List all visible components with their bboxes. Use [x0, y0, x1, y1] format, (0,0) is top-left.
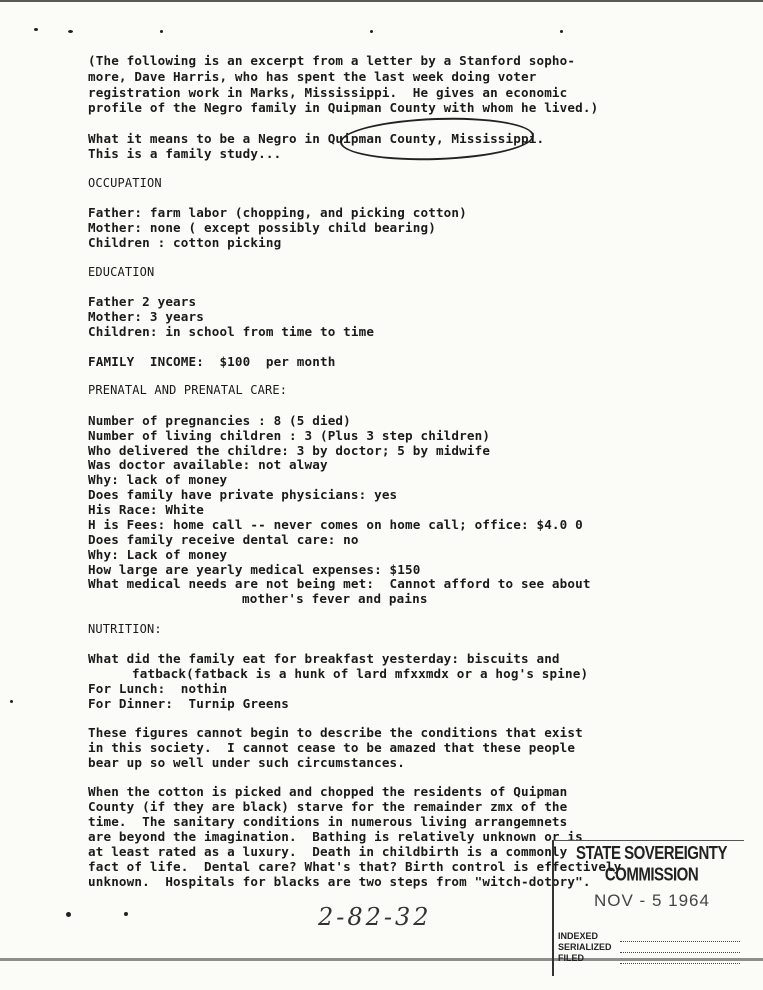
intro-line: registration work in Marks, Mississippi. He gives an economic [88, 85, 568, 100]
prenatal-line: Does family have private physicians: yes [88, 487, 398, 502]
prenatal-line: How large are yearly medical expenses: $150 [88, 562, 421, 577]
prenatal-line: H is Fees: home call -- never comes on home call; office: $4.0 0 [88, 517, 583, 532]
section-heading-occupation: OCCUPATION [88, 176, 162, 190]
nutrition-dinner: For Dinner: Turnip Greens [88, 696, 290, 711]
stamp-dotted-line [620, 952, 740, 953]
occupation-line: Children : cotton picking [88, 235, 282, 250]
stamp-serialized-label: SERIALIZED [558, 942, 612, 952]
paragraph-line: fact of life. Dental care? What's that? Birth control is effectively [88, 859, 622, 874]
paragraph-line: are beyond the imagination. Bathing is relatively unknown or is [88, 829, 583, 844]
scan-top-edge [0, 0, 763, 2]
nutrition-breakfast: What did the family eat for breakfast yesterday: biscuits and [88, 651, 560, 666]
paragraph-line: These figures cannot begin to describe the conditions that exist [88, 725, 583, 740]
prenatal-line: Number of pregnancies : 8 (5 died) [88, 413, 351, 428]
section-heading-education: EDUCATION [88, 265, 155, 279]
scan-speck [10, 700, 13, 703]
intro-line: (The following is an excerpt from a letter by a Stanford sopho- [88, 53, 576, 68]
paragraph-line: time. The sanitary conditions in numerous living arrangemnets [88, 814, 568, 829]
stamp-date: NOV - 5 1964 [594, 891, 710, 910]
commission-stamp [552, 840, 744, 976]
prenatal-line: Who delivered the childre: 3 by doctor; 5 by midwife [88, 443, 491, 458]
intro-line: profile of the Negro family in Quipman County with whom he lived.) [88, 100, 599, 115]
occupation-line: Mother: none ( except possibly child bearing) [88, 220, 436, 235]
handwritten-file-number: 2-82-32 [318, 903, 432, 931]
intro-line: more, Dave Harris, who has spent the last week doing voter [88, 69, 537, 84]
prenatal-line: His Race: White [88, 502, 204, 517]
paragraph-line: bear up so well under such circumstances. [88, 755, 406, 770]
education-line: Children: in school from time to time [88, 324, 375, 339]
stamp-indexed-label: INDEXED [558, 931, 599, 941]
paragraph-line: unknown. Hospitals for blacks are two steps from "witch-dotory". [88, 874, 591, 889]
scan-speck [68, 30, 73, 33]
paragraph-line: at least rated as a luxury. Death in childbirth is a commonly [88, 844, 568, 859]
prenatal-line: Why: lack of money [88, 472, 228, 487]
prenatal-line: Number of living children : 3 (Plus 3 step children) [88, 428, 491, 443]
stamp-dotted-line [620, 963, 740, 964]
study-subtitle: This is a family study... [88, 146, 282, 161]
education-line: Mother: 3 years [88, 309, 204, 324]
prenatal-line: Does family receive dental care: no [88, 532, 359, 547]
scan-speck [34, 28, 38, 31]
stamp-agency: STATE SOVEREIGNTY COMMISSION [576, 842, 727, 886]
prenatal-continuation: mother's fever and pains [242, 591, 428, 606]
section-heading-prenatal: PRENATAL AND PRENATAL CARE: [88, 383, 288, 397]
scan-speck [66, 912, 71, 917]
education-line: Father 2 years [88, 294, 197, 309]
study-title: What it means to be a Negro in Quipman County, Mississippi. [88, 131, 545, 146]
prenatal-line: Why: Lack of money [88, 547, 228, 562]
paragraph-line: When the cotton is picked and chopped the residents of Quipman [88, 784, 568, 799]
scan-speck [160, 30, 163, 33]
prenatal-line: What medical needs are not being met: Cannot afford to see about [88, 576, 591, 591]
prenatal-line: Was doctor available: not alway [88, 457, 328, 472]
occupation-line: Father: farm labor (chopping, and picking cotton) [88, 205, 467, 220]
nutrition-breakfast-cont: fatback(fatback is a hunk of lard mfxxmdx or a hog's spine) [132, 666, 589, 681]
scan-speck [124, 912, 128, 916]
paragraph-line: County (if they are black) starve for the remainder zmx of the [88, 799, 568, 814]
scan-speck [370, 30, 373, 33]
stamp-dotted-line [620, 941, 740, 942]
section-heading-nutrition: NUTRITION: [88, 622, 162, 636]
family-income: FAMILY INCOME: $100 per month [88, 354, 336, 369]
stamp-filed-label: FILED [558, 953, 584, 963]
paragraph-line: in this society. I cannot cease to be amazed that these people [88, 740, 576, 755]
nutrition-lunch: For Lunch: nothin [88, 681, 228, 696]
scan-speck [560, 30, 563, 33]
